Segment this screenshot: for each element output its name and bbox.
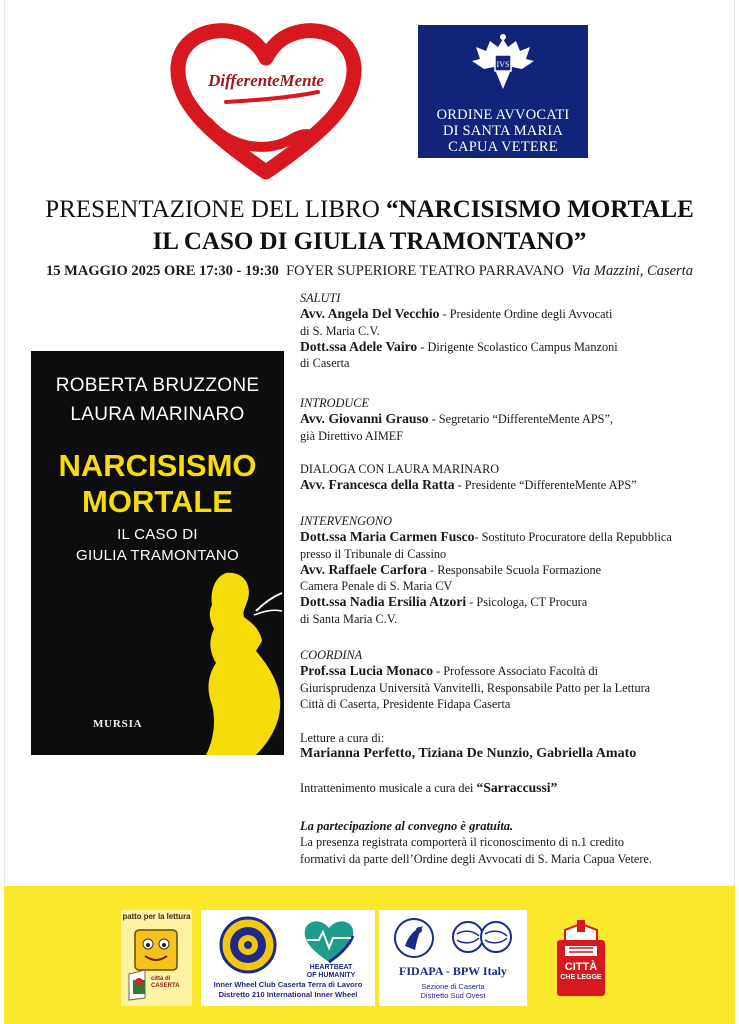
event-title-line-1 <box>0 196 739 224</box>
inner-wheel-emblem-icon <box>219 916 277 974</box>
patto-caption <box>151 976 180 990</box>
speaker-name: Prof.ssa Lucia Monaco <box>300 663 434 679</box>
speaker-line <box>300 477 732 493</box>
sponsor-patto-per-la-lettura <box>121 910 192 1006</box>
program-dialoga <box>300 461 732 494</box>
speaker-role: di S. Maria C.V. <box>300 323 380 338</box>
program-introduce <box>300 395 732 444</box>
differentemente-logo-text: DifferenteMente <box>208 71 324 90</box>
program-saluti <box>300 290 732 371</box>
event-title-prefix: PRESENTAZIONE DEL LIBRO <box>45 196 387 223</box>
speaker-role: - Responsabile Scuola Formazione <box>426 562 602 577</box>
event-date-venue <box>0 263 739 280</box>
speaker-role: - Presidente Ordine degli Avvocati <box>439 307 613 322</box>
speaker-role: - Professore Associato Facoltà di <box>433 664 598 679</box>
fidapa-sub-line: Distretto Sud Ovest <box>420 991 486 1000</box>
speaker-line <box>300 339 732 355</box>
patto-caption-line: CASERTA <box>151 983 180 989</box>
program-musica <box>300 780 732 796</box>
inner-wheel-line: Inner Wheel Club Caserta Terra di Lavoro <box>213 980 363 989</box>
book-author: LAURA MARINARO <box>70 404 245 425</box>
citta-che-legge-text <box>553 962 609 982</box>
book-author: ROBERTA BRUZZONE <box>55 375 260 396</box>
music-group-name: “Sarraccussi” <box>476 780 558 795</box>
speaker-name: Avv. Francesca della Ratta <box>300 477 455 493</box>
citta-che-legge-icon <box>551 918 611 998</box>
speaker-role: - Segretario “DifferenteMente APS”, <box>428 412 614 427</box>
book-cover <box>31 351 284 755</box>
event-title-line-2: IL CASO DI GIULIA TRAMONTANO” <box>152 228 587 255</box>
section-heading: SALUTI <box>300 291 341 305</box>
inner-wheel-text <box>201 980 375 1000</box>
book-title-line: NARCISISMO <box>58 448 257 483</box>
program-participation <box>300 818 732 867</box>
speaker-name: Avv. Giovanni Grauso <box>300 411 429 427</box>
program-coordina <box>300 647 732 712</box>
music-text: Intrattenimento musicale a cura dei <box>300 781 477 795</box>
ordine-line: ORDINE AVVOCATI <box>436 107 570 123</box>
bpw-globe-icon <box>451 920 513 954</box>
book-subtitle-line: GIULIA TRAMONTANO <box>76 547 239 564</box>
book-authors <box>31 371 284 429</box>
section-heading: INTRODUCE <box>300 396 370 410</box>
heartbeat-heart-icon <box>301 916 357 966</box>
speaker-line <box>300 562 732 578</box>
speaker-line <box>300 529 732 545</box>
speaker-role: Giurisprudenza Università Vanvitelli, Responsabile Patto per la Lettura <box>300 680 651 695</box>
section-heading: Letture a cura di: <box>300 731 385 745</box>
differentemente-logo <box>168 22 364 187</box>
pregnant-silhouette-icon <box>186 571 284 755</box>
speaker-role: di Santa Maria C.V. <box>300 611 398 626</box>
book-mascot-icon <box>125 924 188 1004</box>
speaker-role: presso il Tribunale di Cassino <box>300 546 447 561</box>
ordine-line: CAPUA VETERE <box>448 139 558 155</box>
heartbeat-subtitle: OF HUMANITY <box>306 972 356 979</box>
section-heading: COORDINA <box>300 648 363 662</box>
fidapa-emblem-icon <box>393 916 435 960</box>
speaker-line <box>300 663 732 679</box>
speaker-name: Dott.ssa Maria Carmen Fusco <box>300 529 475 545</box>
fidapa-sub-line: Sezione di Caserta <box>421 982 485 991</box>
speaker-name: Dott.ssa Adele Vairo <box>300 338 418 354</box>
speaker-name: Dott.ssa Nadia Ersilia Atzori <box>300 594 467 610</box>
speaker-line <box>300 306 732 322</box>
book-title <box>31 448 284 520</box>
ordine-line: DI SANTA MARIA <box>442 123 564 139</box>
speaker-role: Camera Penale di S. Maria CV <box>300 579 453 594</box>
speaker-name: Avv. Angela Del Vecchio <box>300 306 440 322</box>
heartbeat-title: HEARTBEAT <box>309 964 353 971</box>
section-heading: DIALOGA CON LAURA MARINARO <box>300 462 500 476</box>
citta-che-legge-title: CITTÀ <box>564 961 598 973</box>
event-venue: FOYER SUPERIORE TEATRO PARRAVANO <box>286 263 564 279</box>
inner-wheel-line: Distretto 210 International Inner Wheel <box>218 990 358 999</box>
speaker-role: già Direttivo AIMEF <box>300 428 404 443</box>
heartbeat-label <box>297 964 365 980</box>
event-title-book: “NARCISISMO MORTALE <box>386 196 694 223</box>
ordine-avvocati-text <box>418 107 588 155</box>
speaker-line <box>300 411 732 427</box>
patto-heading: patto per la lettura <box>122 912 191 921</box>
participation-text: La presenza registrata comporterà il riconoscimento di n.1 credito <box>300 835 625 850</box>
book-subtitle-line: IL CASO DI <box>117 526 198 543</box>
sponsor-inner-wheel <box>201 910 375 1006</box>
ordine-avvocati-logo <box>418 25 588 158</box>
speaker-name: Avv. Raffaele Carfora <box>300 561 427 577</box>
sponsor-fidapa <box>379 910 527 1006</box>
fidapa-subtitle <box>379 982 527 1000</box>
participation-heading: La partecipazione al convegno è gratuita. <box>300 819 514 833</box>
speaker-line <box>300 594 732 610</box>
svg-text:IVS: IVS <box>496 60 510 69</box>
book-subtitle <box>31 524 284 566</box>
readers-names: Marianna Perfetto, Tiziana De Nunzio, Gabriella Amato <box>300 746 637 762</box>
patto-caption-line: città di <box>151 976 171 982</box>
book-publisher: MURSIA <box>93 718 143 730</box>
section-heading: INTERVENGONO <box>300 514 393 528</box>
sponsor-citta-che-legge <box>551 918 611 998</box>
speaker-role: - Dirigente Scolastico Campus Manzoni <box>417 339 618 354</box>
participation-text: formativi da parte dell’Ordine degli Avvocati di S. Maria Capua Vetere. <box>300 851 652 866</box>
speaker-role: - Sostituto Procuratore della Repubblica <box>474 530 672 545</box>
citta-che-legge-subtitle: CHE LEGGE <box>560 974 602 981</box>
book-title-line: MORTALE <box>82 484 233 519</box>
program-letture <box>300 730 732 763</box>
speaker-role: - Psicologa, CT Procura <box>466 595 588 610</box>
event-address: Via Mazzini, Caserta <box>571 263 693 279</box>
speaker-role: - Presidente “DifferenteMente APS” <box>454 478 637 493</box>
eagle-crest-icon <box>468 33 538 95</box>
program-intervengono <box>300 513 732 627</box>
speaker-role: di Caserta <box>300 356 350 371</box>
music-line <box>300 780 732 796</box>
event-datetime: 15 MAGGIO 2025 ORE 17:30 - 19:30 <box>46 263 279 279</box>
speaker-role: Città di Caserta, Presidente Fidapa Caserta <box>300 696 511 711</box>
fidapa-title: FIDAPA - BPW Italy <box>399 964 507 978</box>
